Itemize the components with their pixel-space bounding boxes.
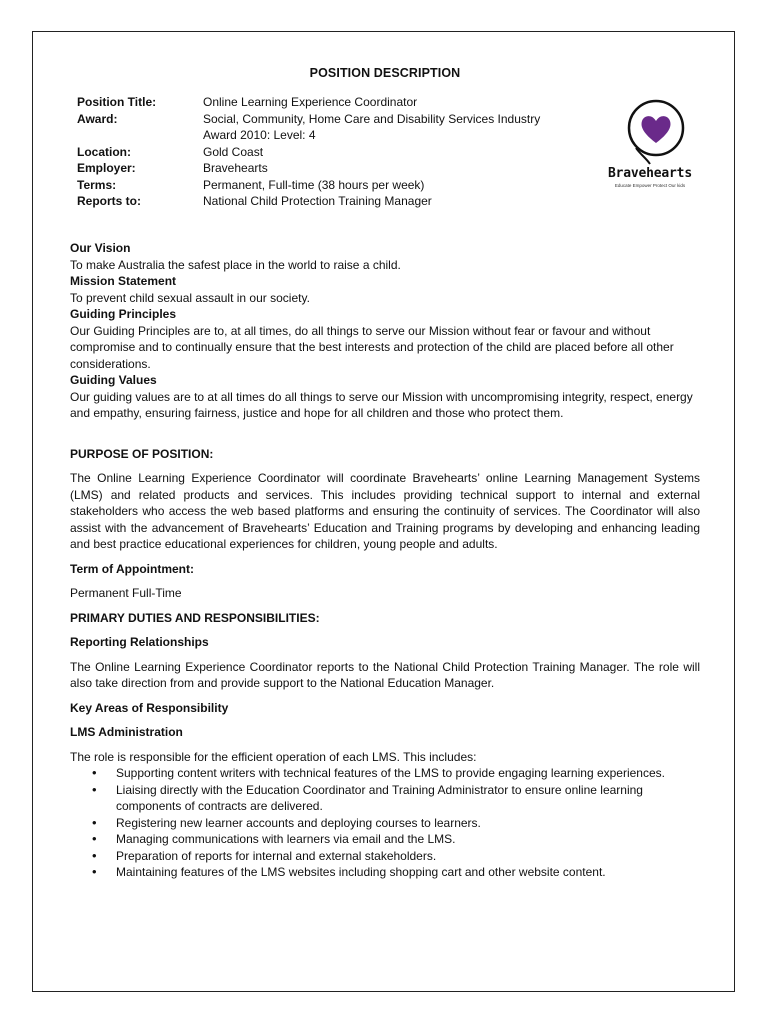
lms-heading: LMS Administration <box>70 725 183 739</box>
list-item: • Supporting content writers with technical features of the LMS to provide engaging learning experiences. <box>116 765 700 782</box>
detail-row <box>77 111 583 128</box>
values-text: Our guiding values are to at all times do all things to serve our Mission with uncompromising integrity, respect, energy and empathy, ensuring fairness, justice and hope for all children and those who protect them. <box>70 389 693 420</box>
detail-value: Social, Community, Home Care and Disability Services Industry <box>203 111 541 126</box>
logo-tagline: Educate Empower Protect Our kids <box>614 183 686 188</box>
detail-row <box>77 160 583 177</box>
reporting-text: The Online Learning Experience Coordinator reports to the National Child Protection Training Manager. The role will also take direction from and provide support to the National Education Manager. <box>70 659 700 690</box>
document-title: POSITION DESCRIPTION <box>309 66 461 80</box>
detail-row <box>77 127 583 144</box>
detail-label: Reports to: <box>77 194 141 208</box>
principles-text: Our Guiding Principles are to, at all times, do all things to serve our Mission without fear or favour and without compromise and to continually ensure that the best interests and protection of the child are placed before all other considerations. <box>70 323 674 371</box>
bravehearts-logo <box>600 96 700 196</box>
vision-text: To make Australia the safest place in the world to raise a child. <box>70 257 401 272</box>
detail-label: Terms: <box>77 177 117 192</box>
list-item: • Liaising directly with the Education Coordinator and Training Administrator to ensure online learning components of contracts are delivered. <box>116 782 700 815</box>
reporting-heading: Reporting Relationships <box>70 635 209 649</box>
values-heading: Guiding Values <box>70 373 157 387</box>
vision-heading: Our Vision <box>70 241 131 255</box>
list-item: • Registering new learner accounts and deploying courses to learners. <box>116 815 700 832</box>
detail-value: Permanent, Full-time (38 hours per week) <box>203 177 425 192</box>
key-areas-heading: Key Areas of Responsibility <box>70 700 229 715</box>
purpose-heading: PURPOSE OF POSITION: <box>70 446 214 461</box>
lms-intro: The role is responsible for the efficient operation of each LMS. This includes: <box>70 749 477 764</box>
mission-heading: Mission Statement <box>70 274 177 288</box>
list-item: • Maintaining features of the LMS websites including shopping cart and other website content. <box>116 864 700 881</box>
document-body <box>70 240 700 881</box>
heart-icon <box>642 116 671 143</box>
detail-row <box>77 177 583 194</box>
principles-heading: Guiding Principles <box>70 307 177 321</box>
detail-label: Position Title: <box>77 95 157 109</box>
list-item: • Managing communications with learners via email and the LMS. <box>116 831 700 848</box>
lms-duties-list <box>70 765 700 881</box>
detail-row <box>77 94 583 111</box>
detail-value: Bravehearts <box>203 161 268 175</box>
detail-value: National Child Protection Training Manager <box>203 194 432 208</box>
detail-row <box>77 144 583 161</box>
detail-label: Employer: <box>77 161 136 175</box>
term-text: Permanent Full-Time <box>70 586 182 600</box>
detail-label: Location: <box>77 144 131 159</box>
position-details <box>77 94 583 210</box>
mission-text: To prevent child sexual assault in our society. <box>70 290 310 305</box>
detail-value: Online Learning Experience Coordinator <box>203 95 418 109</box>
detail-row <box>77 193 583 210</box>
heart-balloon-icon <box>600 96 700 168</box>
detail-value: Award 2010: Level: 4 <box>203 128 316 142</box>
list-item: • Preparation of reports for internal and external stakeholders. <box>116 848 700 865</box>
logo-wordmark: Bravehearts <box>608 166 692 181</box>
term-heading: Term of Appointment: <box>70 561 194 576</box>
detail-label: Award: <box>77 111 118 126</box>
purpose-text: The Online Learning Experience Coordinator will coordinate Bravehearts’ online Learning Management Systems (LMS) and related products and services. This includes providing technical support to internal and external stakeholders who access the web based platforms and ensuring the continuity of services. The Coordinator will also assist with the advancement of Bravehearts’ Education and Training programs by developing and enhancing leading and best practice educational experiences for children, young people and adults. <box>70 471 700 551</box>
detail-label <box>77 127 203 144</box>
duties-heading: PRIMARY DUTIES AND RESPONSIBILITIES: <box>70 610 320 625</box>
detail-value: Gold Coast <box>203 144 264 159</box>
